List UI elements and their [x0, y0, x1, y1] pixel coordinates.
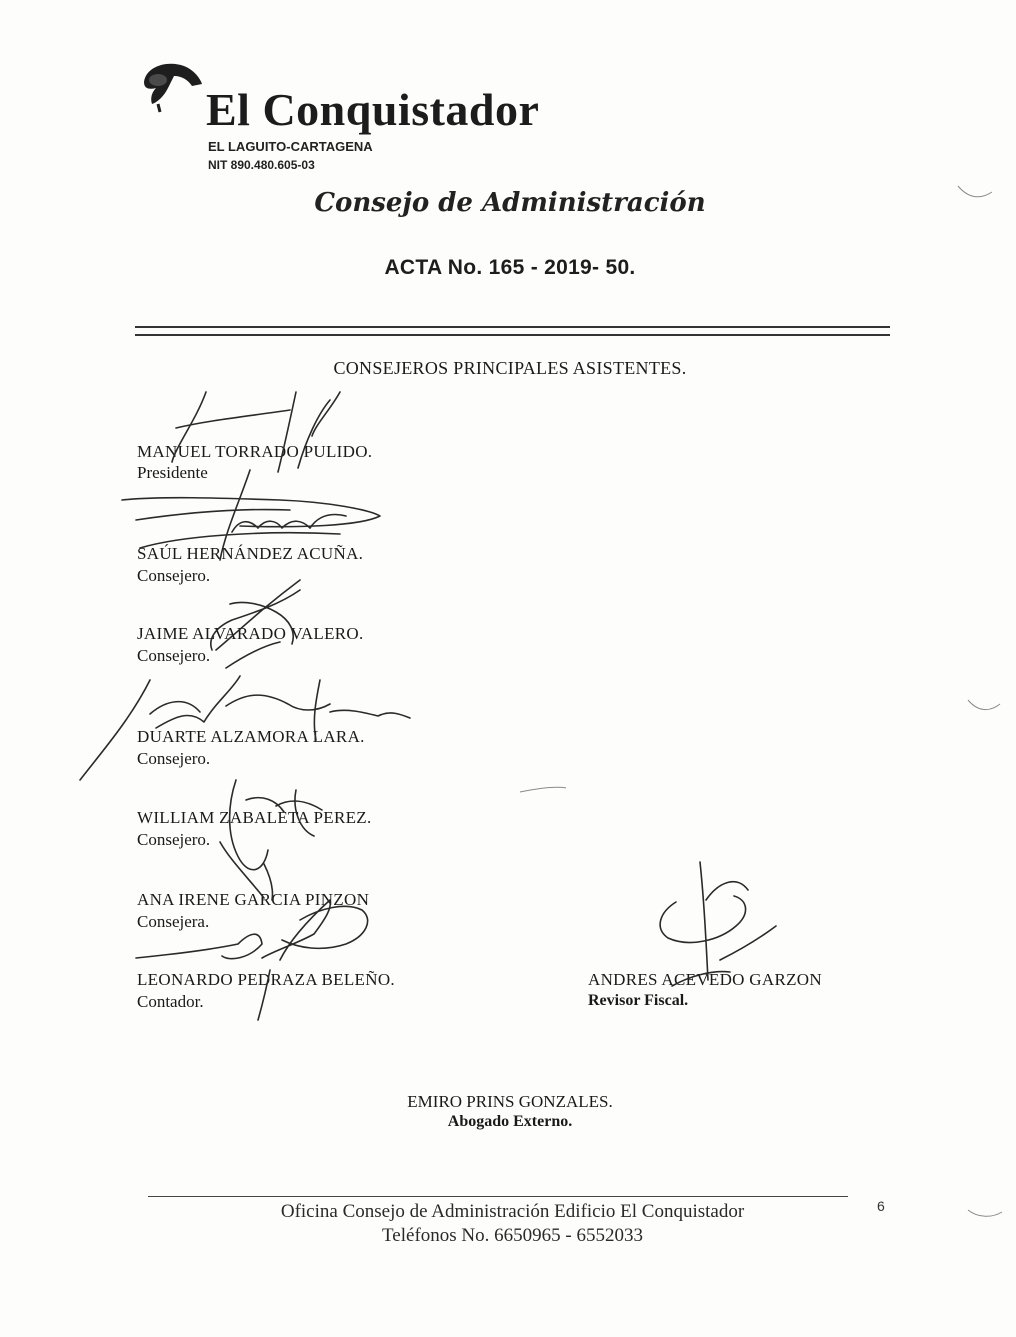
acta-number: ACTA No. 165 - 2019- 50. [384, 256, 636, 279]
signature-consejero-1 [122, 470, 380, 560]
member-name: ANA IRENE GARCIA PINZON [137, 890, 370, 909]
member-role: Contador. [137, 992, 204, 1011]
member-name: MANUEL TORRADO PULIDO. [137, 442, 373, 461]
member-name: DUARTE ALZAMORA LARA. [137, 727, 365, 746]
signature-revisor-fiscal [660, 862, 776, 986]
council-title: Consejo de Administración [314, 188, 706, 218]
signature-consejero-2 [211, 580, 300, 668]
member-role: Consejero. [137, 646, 211, 665]
footer-phones: Teléfonos No. 6650965 - 6552033 [382, 1225, 643, 1246]
signature-president [172, 392, 340, 472]
member-role: Consejero. [137, 749, 211, 768]
section-heading: CONSEJEROS PRINCIPALES ASISTENTES. [333, 358, 687, 378]
member-role: Presidente [137, 463, 208, 482]
member-name: LEONARDO PEDRAZA BELEÑO. [137, 970, 395, 989]
brand-name: El Conquistador [206, 84, 540, 135]
lawyer-name: EMIRO PRINS GONZALES. [407, 1092, 613, 1111]
signature-consejero-3 [80, 676, 410, 780]
member-role: Consejero. [137, 566, 211, 585]
signature-contador [136, 900, 330, 1020]
footer-office: Oficina Consejo de Administración Edificio El Conquistador [280, 1201, 745, 1222]
brand-location: EL LAGUITO-CARTAGENA [208, 139, 373, 154]
lawyer-role: Abogado Externo. [447, 1113, 573, 1130]
member-name: SAÚL HERNÁNDEZ ACUÑA. [137, 544, 364, 563]
member-name: JAIME ALVARADO VALERO. [137, 624, 364, 643]
member-name: WILLIAM ZABALETA PEREZ. [137, 808, 372, 827]
footer-divider [148, 1196, 848, 1197]
member-role: Consejero. [137, 830, 211, 849]
page-number: 6 [877, 1198, 885, 1214]
signature-consejera [264, 864, 368, 948]
member-role: Consejera. [137, 912, 210, 931]
brand-nit: NIT 890.480.605-03 [208, 158, 315, 172]
fiscal-role: Revisor Fiscal. [588, 992, 689, 1009]
fiscal-name: ANDRES ACEVEDO GARZON [588, 970, 822, 989]
